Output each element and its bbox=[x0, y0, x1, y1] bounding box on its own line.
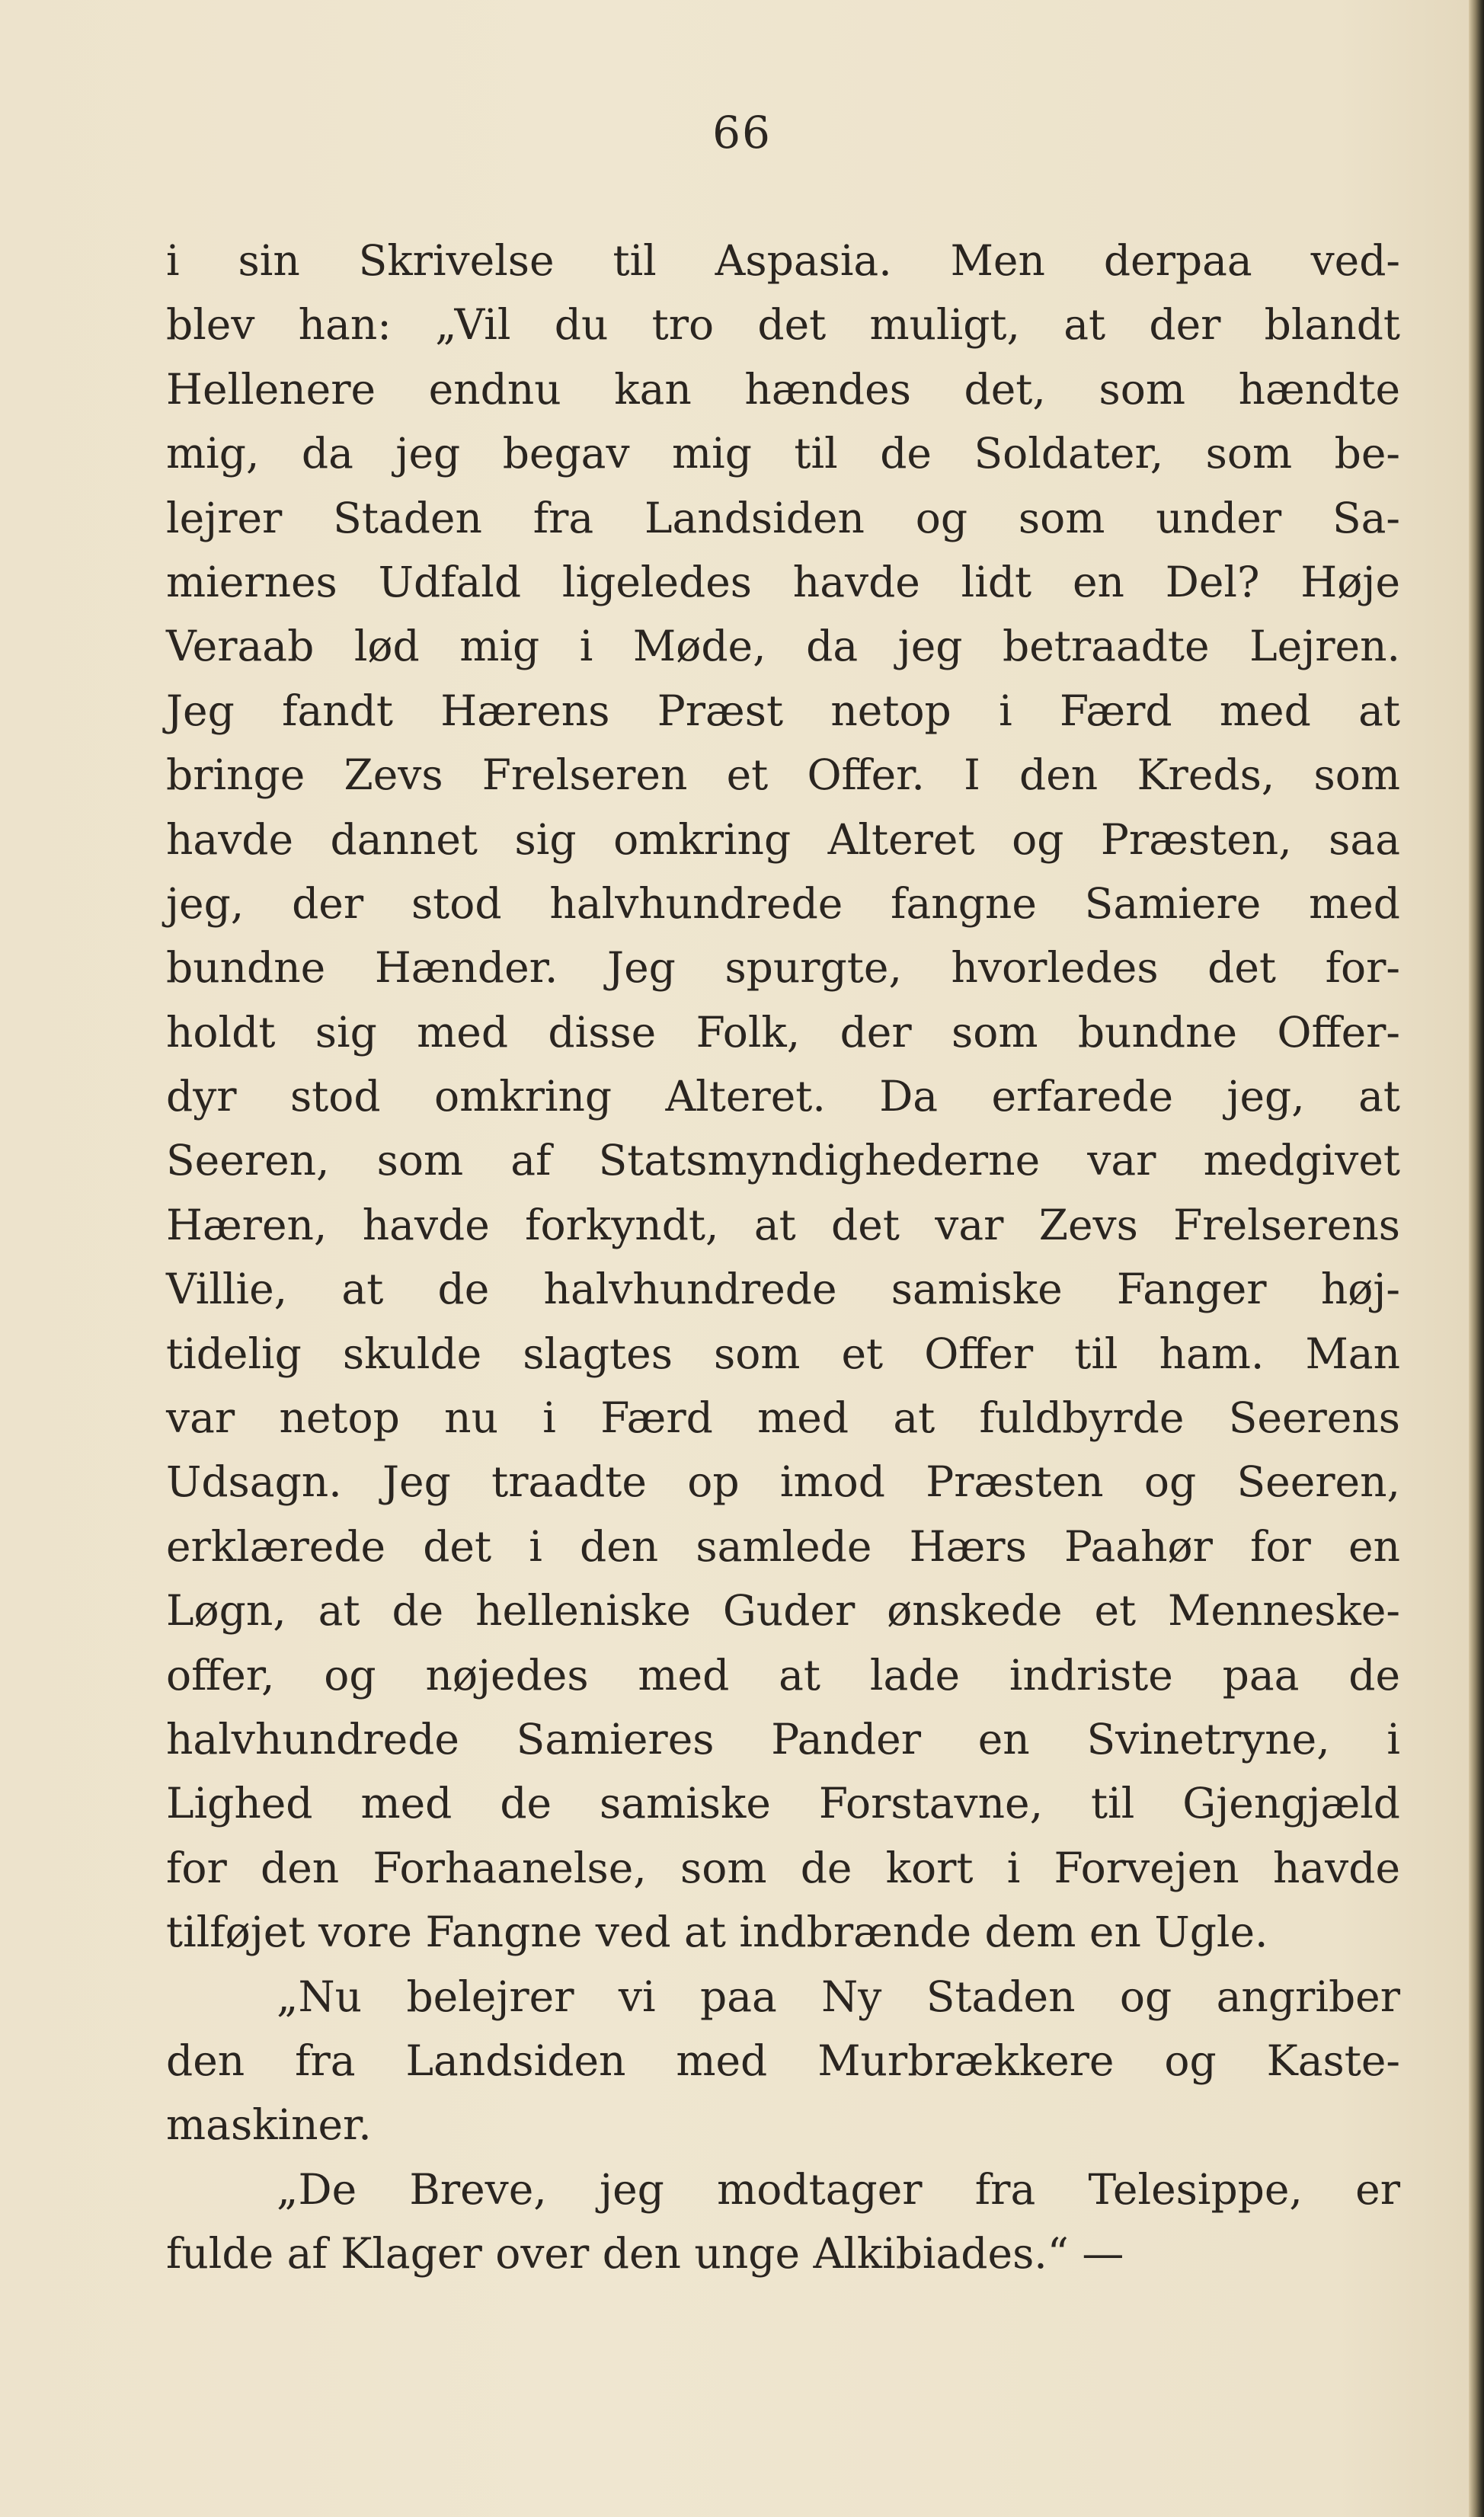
text-line: den fra Landsiden med Murbrækkere og Kaste- bbox=[166, 2036, 1400, 2085]
text-line: tilføjet vore Fangne ved at indbrænde dem en Ugle. bbox=[166, 1908, 1268, 1957]
text-line: holdt sig med disse Folk, der som bundne Offer- bbox=[166, 1007, 1400, 1057]
text-line: Hellenere endnu kan hændes det, som hændte bbox=[166, 364, 1400, 414]
text-line: dyr stod omkring Alteret. Da erfarede jeg, at bbox=[166, 1072, 1400, 1121]
text-line: „Nu belejrer vi paa Ny Staden og angriber bbox=[277, 1972, 1400, 2021]
text-line: miernes Udfald ligeledes havde lidt en Del? Høje bbox=[166, 557, 1400, 606]
text-line: blev han: „Vil du tro det muligt, at der blandt bbox=[166, 300, 1400, 350]
text-line: Seeren, som af Statsmyndighederne var medgivet bbox=[166, 1136, 1400, 1185]
text-line: bundne Hænder. Jeg spurgte, hvorledes det for- bbox=[166, 943, 1400, 993]
text-line: Veraab lød mig i Møde, da jeg betraadte Lejren. bbox=[166, 622, 1400, 671]
text-line: Lighed med de samiske Forstavne, til Gjengjæld bbox=[166, 1779, 1400, 1828]
text-line: „De Breve, jeg modtager fra Telesippe, er bbox=[277, 2164, 1400, 2214]
text-line: erklærede det i den samlede Hærs Paahør for en bbox=[166, 1521, 1400, 1571]
text-line: Jeg fandt Hærens Præst netop i Færd med at bbox=[166, 686, 1400, 735]
text-line: Udsagn. Jeg traadte op imod Præsten og Seeren, bbox=[166, 1457, 1400, 1507]
text-line: Hæren, havde forkyndt, at det var Zevs Frelserens bbox=[166, 1200, 1400, 1249]
text-line: var netop nu i Færd med at fuldbyrde Seerens bbox=[166, 1393, 1400, 1443]
text-line: jeg, der stod halvhundrede fangne Samiere med bbox=[166, 878, 1400, 928]
text-line: for den Forhaanelse, som de kort i Forvejen havde bbox=[166, 1843, 1400, 1892]
text-line: bringe Zevs Frelseren et Offer. I den Kreds, som bbox=[166, 750, 1400, 800]
text-line: offer, og nøjedes med at lade indriste paa de bbox=[166, 1650, 1400, 1700]
text-line: tidelig skulde slagtes som et Offer til ham. Man bbox=[166, 1329, 1400, 1378]
text-line: i sin Skrivelse til Aspasia. Men derpaa ved- bbox=[166, 236, 1400, 285]
text-line: lejrer Staden fra Landsiden og som under Sa- bbox=[166, 493, 1400, 542]
text-line: halvhundrede Samieres Pander en Svinetryne, i bbox=[166, 1714, 1400, 1764]
text-line: fulde af Klager over den unge Alkibiades.“ — bbox=[166, 2229, 1124, 2279]
page-number: 66 bbox=[712, 107, 772, 158]
text-line: havde dannet sig omkring Alteret og Præsten, saa bbox=[166, 814, 1400, 864]
text-line: Villie, at de halvhundrede samiske Fanger høj- bbox=[166, 1265, 1400, 1314]
body-text bbox=[166, 229, 1400, 2286]
text-line: mig, da jeg begav mig til de Soldater, som be- bbox=[166, 429, 1400, 478]
text-line: maskiner. bbox=[166, 2100, 372, 2150]
text-line: Løgn, at de helleniske Guder ønskede et Menneske- bbox=[166, 1586, 1400, 1636]
book-spine-edge bbox=[1469, 0, 1484, 2517]
